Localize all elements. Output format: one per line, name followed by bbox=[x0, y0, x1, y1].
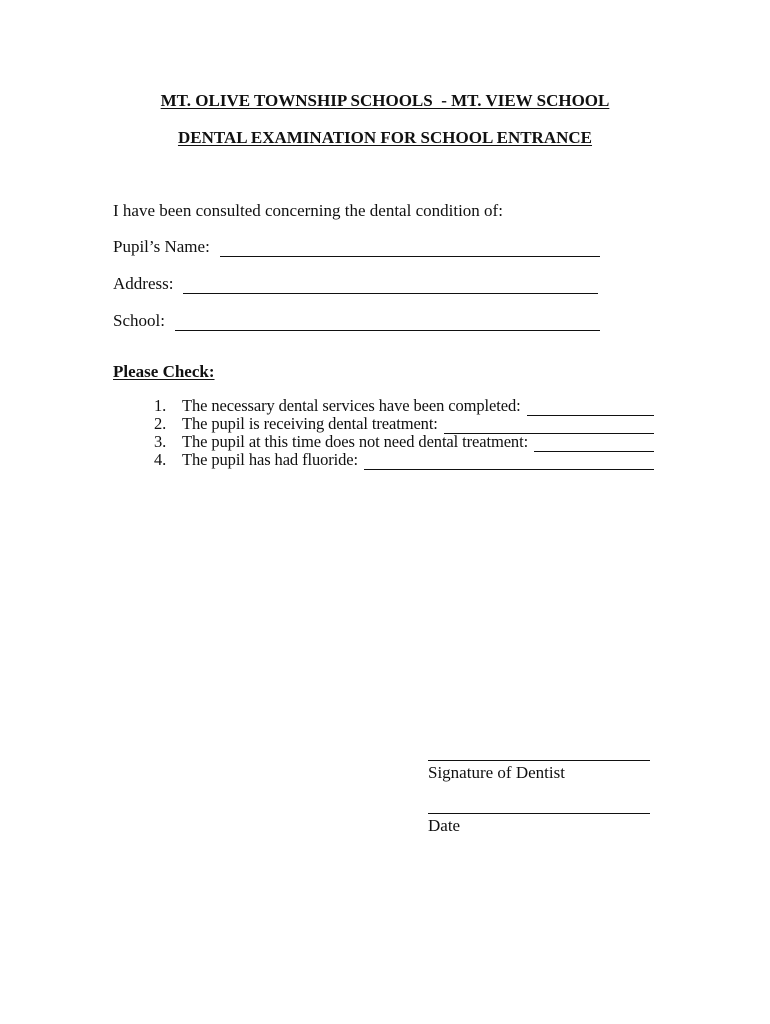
date-block bbox=[428, 813, 652, 836]
pupil-name-field bbox=[113, 235, 600, 257]
address-label: Address: bbox=[113, 274, 174, 293]
check-item-number: 3. bbox=[154, 432, 167, 451]
please-check-heading: Please Check: bbox=[113, 362, 215, 381]
intro-text: I have been consulted concerning the dental condition of: bbox=[113, 201, 503, 220]
dentist-signature-block bbox=[428, 760, 652, 783]
pupil-name-label: Pupil’s Name: bbox=[113, 237, 210, 256]
pupil-name-blank[interactable] bbox=[220, 240, 600, 257]
check-item-number: 2. bbox=[154, 414, 167, 433]
address-blank[interactable] bbox=[183, 277, 598, 294]
dentist-signature-line[interactable] bbox=[428, 760, 650, 761]
check-item-number: 1. bbox=[154, 396, 167, 415]
date-line[interactable] bbox=[428, 813, 650, 814]
school-blank[interactable] bbox=[175, 314, 600, 331]
check-item-text: The necessary dental services have been completed: bbox=[182, 396, 521, 415]
check-item-blank[interactable] bbox=[527, 401, 654, 416]
check-item-blank[interactable] bbox=[534, 437, 654, 452]
form-title: MT. OLIVE TOWNSHIP SCHOOLS - MT. VIEW SCHOOL bbox=[160, 91, 610, 110]
check-item-fluoride bbox=[154, 452, 654, 470]
check-item-text: The pupil at this time does not need dental treatment: bbox=[182, 432, 529, 451]
check-item-number: 4. bbox=[154, 450, 167, 469]
dentist-signature-label: Signature of Dentist bbox=[428, 763, 565, 782]
check-item-text: The pupil is receiving dental treatment: bbox=[182, 414, 438, 433]
school-field bbox=[113, 309, 600, 331]
form-subtitle: DENTAL EXAMINATION FOR SCHOOL ENTRANCE bbox=[177, 128, 593, 147]
date-label: Date bbox=[428, 816, 461, 835]
check-list bbox=[154, 398, 654, 470]
address-field bbox=[113, 272, 598, 294]
check-item-text: The pupil has had fluoride: bbox=[182, 450, 359, 469]
check-item-blank[interactable] bbox=[364, 455, 654, 470]
school-label: School: bbox=[113, 311, 165, 330]
